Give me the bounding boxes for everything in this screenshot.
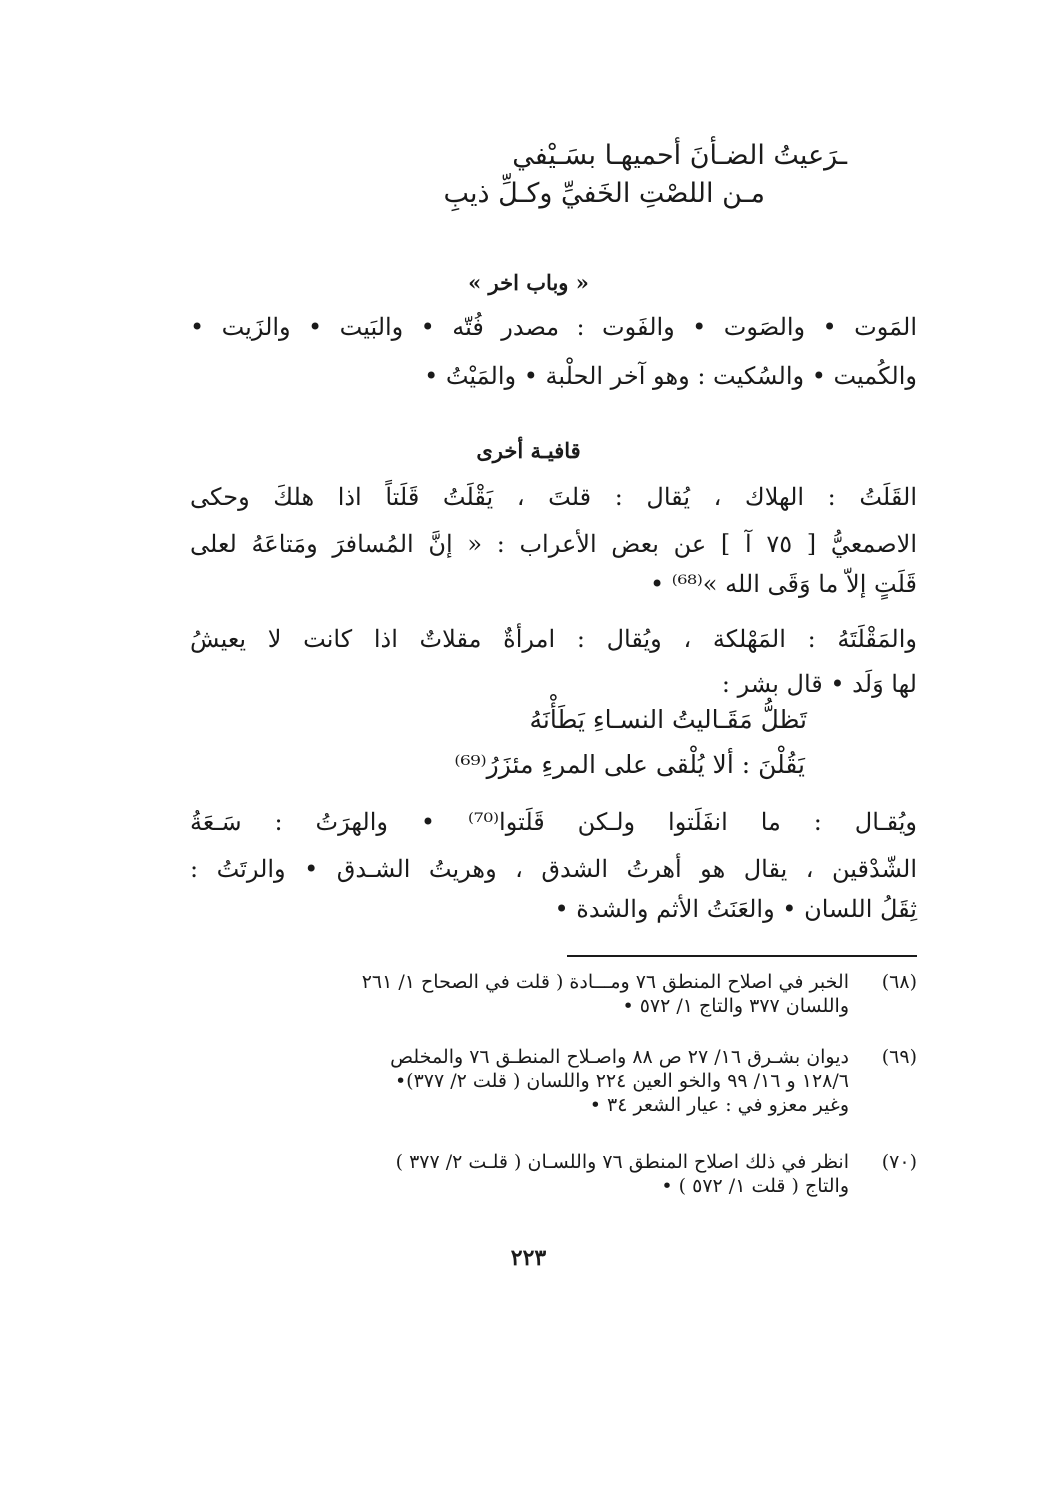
footnote-line: الخبر في اصلاح المنطق ٧٦ ومـــادة ( قلت في الصحاح ١/ ٢٦١	[361, 971, 849, 993]
footnote-number: (٦٩)	[881, 1046, 917, 1068]
footnote-line: ١٢٨/٦ و ١٦/ ٩٩ والخو العين ٢٢٤ واللسان ( قلت ٢/ ٣٧٧)•	[394, 1070, 849, 1092]
footnote-68	[185, 970, 917, 1022]
footnote-number: (٦٨)	[881, 971, 917, 993]
footnote-divider	[567, 955, 917, 957]
footnote-70	[185, 1150, 917, 1202]
section-heading-another-chapter: « وباب اخر »	[468, 270, 589, 295]
para3-line-1: ويُقـال : ما انفَلَتوا ولـكن قَلَتوا⁽⁷⁰⁾ • والهرَتُ : سَـعَةُ	[190, 808, 917, 836]
footnote-line: وغير معزو في : عيار الشعر ٣٤ •	[589, 1094, 849, 1116]
para1-line-2: الاصمعيُّ [ ٧٥ آ ] عن بعض الأعراب : « إنَّ المُسافرَ ومَتاعَهُ لعلى	[190, 530, 918, 558]
poem-line-2: يَقُلْنَ : ألا يُلْقى على المرءِ مئزَرُ⁽⁶⁹⁾	[454, 750, 805, 779]
footnote-69	[185, 1045, 917, 1123]
footnote-line: والتاج ( قلت ١/ ٥٧٢ ) •	[661, 1175, 849, 1197]
footnote-line: انظر في ذلك اصلاح المنطق ٧٦ واللسـان ( قلـت ٢/ ٣٧٧ )	[395, 1151, 849, 1173]
section1-line-2: والكُميت • والسُكيت : وهو آخر الحلْبة • والمَيْتُ •	[424, 362, 917, 390]
para2-line-1: والمَقْلَتَهُ : المَهْلكة ، ويُقال : امرأةٌ مقلاتٌ اذا كانت لا يعيشُ	[190, 625, 917, 653]
section-heading-another-rhyme: قافيـة أخرى	[476, 438, 581, 463]
poem-line-1: تَظلُّ مَقَـاليتُ النسـاءِ يَطَأْنَهُ	[529, 705, 807, 734]
section1-line-1: المَوت • والصَوت • والفَوت : مصدر فُتّه • والبَيت • والزَيت •	[190, 313, 917, 341]
para2-line-2: لها وَلَد • قال بشر :	[721, 670, 917, 698]
page-number: ٢٢٣	[510, 1245, 547, 1271]
verse-line-2: مـن اللصْتِ الخَفيِّ وكـلِّ ذيبِ	[443, 178, 765, 209]
para3-line-3: ثِقَلُ اللسان • والعَنَتُ الأثم والشدة •	[554, 895, 917, 923]
footnote-number: (٧٠)	[881, 1151, 917, 1173]
para3-line-2: الشّدْقين ، يقال هو أهرتُ الشدق ، وهريتُ الشـدق • والرتَتُ :	[190, 855, 918, 883]
para1-line-1: القَلَتُ : الهلاك ، يُقال : قلتَ ، يَقْلَتُ قَلَتاً اذا هلكَ وحكى	[190, 483, 917, 511]
footnote-line: ديوان بشـرق ١٦/ ٢٧ ص ٨٨ واصـلاح المنطـق ٧٦ والمخلص	[390, 1046, 849, 1068]
verse-line-1: ـرَعيتُ الضـأنَ أحميهـا بسَـيْفي	[512, 140, 847, 171]
footnote-line: واللسان ٣٧٧ والتاج ١/ ٥٧٢ •	[622, 995, 849, 1017]
para1-line-3: قَلَتٍ إلاّ ما وَقَى الله »⁽⁶⁸⁾ •	[649, 570, 917, 598]
